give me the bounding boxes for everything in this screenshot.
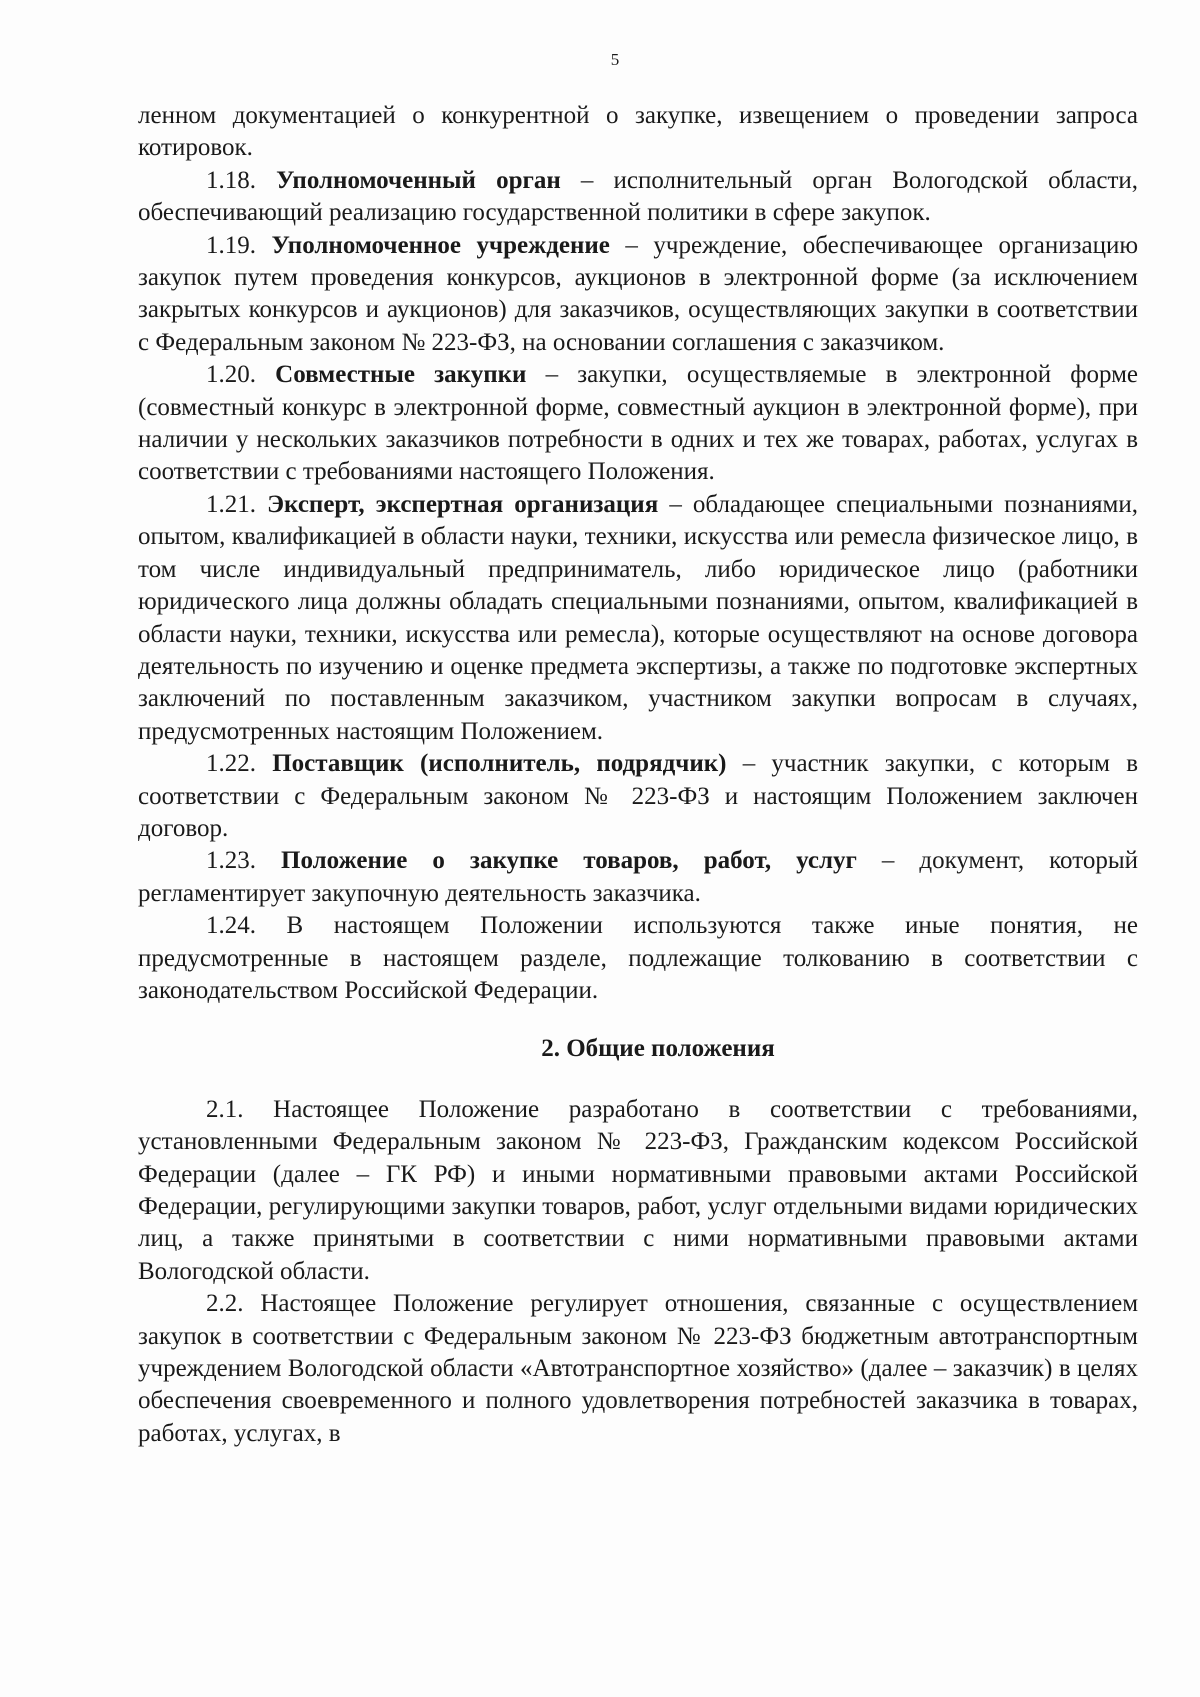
paragraph-1-19 bbox=[138, 230, 1138, 360]
paragraph-text: – исполнительный орган Вологодской области, обеспечивающий реализацию государственной политики в сфере закупок. bbox=[138, 166, 1139, 227]
paragraph-number: 1.21. bbox=[206, 490, 268, 518]
paragraph-number: 1.18. bbox=[206, 166, 277, 194]
paragraph-text: ленном документацией о конкурентной о закупке, извещением о проведении запроса котировок. bbox=[138, 102, 1138, 162]
defined-term: Положение о закупке товаров, работ, услуг bbox=[281, 847, 857, 875]
paragraph-text: – участник закупки, с которым в соответствии с Федеральным законом № 223-ФЗ и настоящим Положением заключен договор. bbox=[138, 750, 1139, 842]
paragraph-text: – обладающее специальными познаниями, опытом, квалификацией в области науки, техники, искусства или ремесла физическое лицо, в том числе индивидуальный предприниматель, либо юридическое лицо (работники юридического лица должны обладать специальными познаниями, опытом, квалификацией в области науки, техники, искусства или ремесла), которые осуществляют на основе договора деятельность по изучению и оценке предмета экспертизы, а также по подготовке экспертных заключений по поставленным заказчиком, участником закупки вопросам в случаях, предусмотренных настоящим Положением. bbox=[138, 490, 1139, 745]
paragraph-text: Настоящее Положение разработано в соответствии с требованиями, установленными Федеральным законом № 223-ФЗ, Гражданским кодексом Российской Федерации (далее – ГК РФ) и иными нормативными правовыми актами Российской Федерации, регулирующими закупки товаров, работ, услуг отдельными видами юридических лиц, а также принятыми в соответствии с ними нормативными правовыми актами Вологодской области. bbox=[138, 1095, 1138, 1285]
defined-term: Эксперт, экспертная организация bbox=[267, 490, 659, 518]
paragraph-1-18 bbox=[138, 165, 1138, 230]
defined-term: Уполномоченное учреждение bbox=[271, 231, 610, 259]
defined-term: Поставщик (исполнитель, подрядчик) bbox=[272, 750, 727, 778]
paragraph-text: – закупки, осуществляемые в электронной форме (совместный конкурс в электронной форме, совместный аукцион в электронной форме), при наличии у нескольких заказчиков потребности в одних и тех же товарах, работах, услугах в соответствии с требованиями настоящего Положения. bbox=[138, 361, 1138, 486]
paragraph-number: 2.1. bbox=[206, 1095, 274, 1123]
paragraph-continuation bbox=[138, 100, 1138, 165]
paragraph-1-23 bbox=[138, 845, 1138, 910]
paragraph-number: 1.19. bbox=[206, 231, 272, 259]
paragraph-number: 1.22. bbox=[206, 750, 273, 778]
paragraph-text: Настоящее Положение регулирует отношения, связанные с осуществлением закупок в соответствии с Федеральным законом № 223-ФЗ бюджетным автотранспортным учреждением Вологодской области «Автотранспортное хозяйство» (далее – заказчик) в целях обеспечения своевременного и полного удовлетворения потребностей заказчика в товарах, работах, услугах, в bbox=[138, 1290, 1139, 1447]
paragraph-2-1 bbox=[138, 1094, 1138, 1288]
paragraph-2-2 bbox=[138, 1288, 1138, 1450]
document-body bbox=[138, 100, 1138, 1450]
defined-term: Уполномоченный орган bbox=[276, 166, 561, 194]
page-number: 5 bbox=[610, 50, 620, 69]
paragraph-1-21 bbox=[138, 489, 1138, 748]
paragraph-1-24 bbox=[138, 910, 1138, 1007]
paragraph-1-22 bbox=[138, 748, 1138, 845]
paragraph-text: В настоящем Положении используются также иные понятия, не предусмотренные в настоящем разделе, подлежащие толкованию в соответствии с законодательством Российской Федерации. bbox=[138, 912, 1138, 1004]
paragraph-number: 1.23. bbox=[206, 847, 282, 875]
paragraph-number: 1.20. bbox=[206, 361, 276, 389]
section-heading: 2. Общие положения bbox=[541, 1035, 775, 1063]
paragraph-text: – документ, который регламентирует закупочную деятельность заказчика. bbox=[138, 847, 1138, 907]
paragraph-number: 2.2. bbox=[206, 1290, 261, 1318]
paragraph-number: 1.24. bbox=[206, 912, 287, 940]
defined-term: Совместные закупки bbox=[275, 361, 527, 389]
paragraph-1-20 bbox=[138, 359, 1138, 489]
paragraph-text: – учреждение, обеспечивающее организацию закупок путем проведения конкурсов, аукционов в электронной форме (за исключением закрытых конкурсов и аукционов) для заказчиков, осуществляющих закупки в соответствии с Федеральным законом № 223-ФЗ, на основании соглашения с заказчиком. bbox=[138, 231, 1139, 356]
